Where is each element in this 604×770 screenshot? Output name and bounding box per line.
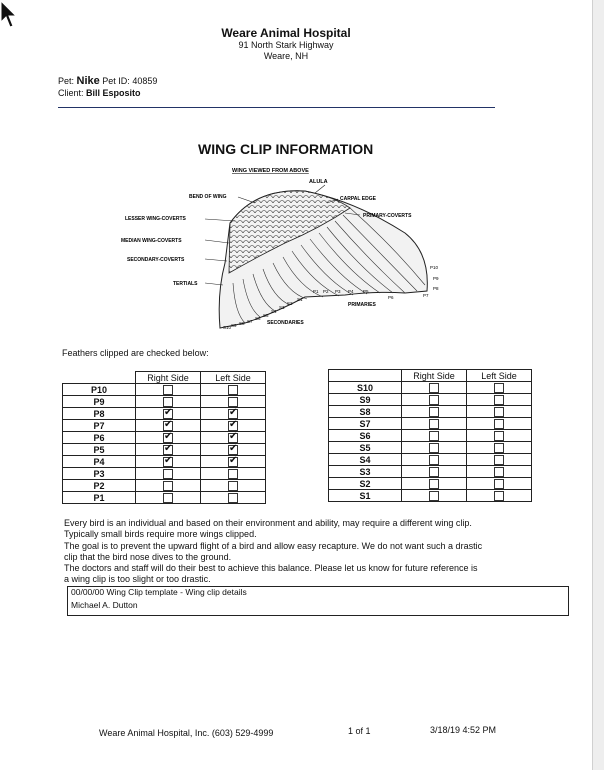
feather-label: S4: [329, 454, 402, 466]
table-header-left: Left Side: [467, 370, 532, 382]
table-row: [329, 430, 532, 442]
right-side-checkbox: [429, 431, 439, 441]
left-side-checkbox: [228, 445, 238, 455]
secondary-feathers-table: [328, 369, 532, 502]
table-row: [63, 468, 266, 480]
table-header-row: [63, 372, 266, 384]
pet-id: 40859: [132, 76, 158, 86]
feather-p3-label: P3: [335, 289, 341, 294]
right-side-checkbox: [429, 467, 439, 477]
right-side-checkbox: [163, 397, 173, 407]
feather-s7-label: S7: [247, 319, 253, 324]
left-side-checkbox: [228, 433, 238, 443]
viewer-edge: [592, 0, 604, 770]
hospital-address-line1: 91 North Stark Highway: [238, 40, 334, 50]
feather-s9-label: S9: [231, 323, 237, 328]
label-alula: ALULA: [309, 179, 328, 185]
right-side-checkbox: [163, 433, 173, 443]
feather-p2-label: P2: [323, 289, 329, 294]
feather-label: S5: [329, 442, 402, 454]
feather-label: P3: [63, 468, 136, 480]
table-row: [329, 394, 532, 406]
feather-label: S9: [329, 394, 402, 406]
right-side-cell: [136, 480, 201, 492]
footer-page-number: 1 of 1: [348, 726, 371, 736]
left-side-cell: [201, 408, 266, 420]
right-side-checkbox: [429, 443, 439, 453]
label-tertials: TERTIALS: [173, 281, 198, 287]
feather-s6-label: S6: [255, 316, 261, 321]
feather-label: S10: [329, 382, 402, 394]
notes-line-1: 00/00/00 Wing Clip template - Wing clip details: [71, 587, 247, 597]
left-side-checkbox: [228, 421, 238, 431]
feather-label: S8: [329, 406, 402, 418]
left-side-checkbox: [494, 407, 504, 417]
right-side-cell: [402, 442, 467, 454]
table-row: [329, 442, 532, 454]
hospital-name: Weare Animal Hospital: [221, 26, 351, 40]
table-row: [63, 408, 266, 420]
right-side-cell: [402, 466, 467, 478]
table-row: [329, 418, 532, 430]
left-side-cell: [201, 492, 266, 504]
right-side-cell: [136, 492, 201, 504]
left-side-cell: [467, 442, 532, 454]
pet-info: [58, 75, 157, 87]
left-side-cell: [467, 466, 532, 478]
label-bend-of-wing: BEND OF WING: [189, 194, 227, 200]
right-side-cell: [402, 418, 467, 430]
left-side-checkbox: [228, 493, 238, 503]
left-side-cell: [201, 432, 266, 444]
left-side-cell: [201, 468, 266, 480]
notes-line-2: Michael A. Dutton: [71, 600, 138, 610]
feather-label: P7: [63, 420, 136, 432]
feather-label: S1: [329, 490, 402, 502]
left-side-checkbox: [228, 409, 238, 419]
left-side-checkbox: [494, 479, 504, 489]
right-side-checkbox: [429, 419, 439, 429]
right-side-checkbox: [429, 395, 439, 405]
right-side-checkbox: [429, 383, 439, 393]
left-side-cell: [467, 418, 532, 430]
right-side-checkbox: [163, 385, 173, 395]
feather-label: P1: [63, 492, 136, 504]
right-side-cell: [402, 382, 467, 394]
pet-id-label: Pet ID:: [102, 76, 130, 86]
left-side-checkbox: [228, 397, 238, 407]
left-side-cell: [201, 384, 266, 396]
right-side-cell: [136, 432, 201, 444]
primary-feathers-table: [62, 371, 266, 504]
left-side-cell: [467, 490, 532, 502]
table-row: [63, 444, 266, 456]
left-side-cell: [201, 444, 266, 456]
table-row: [63, 432, 266, 444]
table-row: [63, 384, 266, 396]
pet-name: Nike: [76, 75, 100, 87]
label-secondary-coverts: SECONDARY-COVERTS: [127, 257, 185, 263]
paragraph-line: Typically small birds require more wings clipped.: [64, 529, 257, 539]
feather-s5-label: S5: [263, 313, 269, 318]
left-side-checkbox: [494, 419, 504, 429]
table-row: [329, 478, 532, 490]
right-side-cell: [402, 490, 467, 502]
feather-p7-label: P7: [423, 293, 429, 298]
feather-s2-label: S2: [287, 301, 293, 306]
table-header-right: Right Side: [402, 370, 467, 382]
footer-datetime: 3/18/19 4:52 PM: [430, 725, 497, 735]
table-header-blank: [329, 370, 402, 382]
feather-label: P2: [63, 480, 136, 492]
left-side-cell: [201, 396, 266, 408]
feather-p6-label: P6: [388, 295, 394, 300]
feather-p8-label: P8: [433, 286, 439, 291]
page-title: WING CLIP INFORMATION: [198, 141, 374, 157]
right-side-cell: [136, 408, 201, 420]
label-primaries: PRIMARIES: [348, 302, 376, 308]
right-side-cell: [402, 394, 467, 406]
right-side-cell: [136, 444, 201, 456]
checked-intro-text: Feathers clipped are checked below:: [62, 348, 209, 358]
right-side-cell: [136, 396, 201, 408]
left-side-checkbox: [228, 469, 238, 479]
feather-s1-label: S1: [297, 297, 303, 302]
label-secondaries: SECONDARIES: [267, 320, 304, 326]
feather-p10-label: P10: [430, 265, 439, 270]
left-side-cell: [201, 480, 266, 492]
feather-label: P5: [63, 444, 136, 456]
right-side-checkbox: [163, 481, 173, 491]
feather-label: P4: [63, 456, 136, 468]
table-row: [329, 382, 532, 394]
right-side-checkbox: [163, 445, 173, 455]
pet-label: Pet:: [58, 76, 75, 86]
right-side-cell: [402, 454, 467, 466]
wing-diagram: [105, 163, 460, 343]
client-name: Bill Esposito: [86, 88, 141, 98]
feather-label: P8: [63, 408, 136, 420]
feather-label: P9: [63, 396, 136, 408]
footer-company: Weare Animal Hospital, Inc. (603) 529-4999: [99, 728, 274, 738]
left-side-cell: [467, 454, 532, 466]
table-header-row: [329, 370, 532, 382]
table-row: [63, 456, 266, 468]
table-header-left: Left Side: [201, 372, 266, 384]
right-side-cell: [402, 430, 467, 442]
left-side-cell: [201, 456, 266, 468]
table-row: [329, 454, 532, 466]
left-side-checkbox: [494, 443, 504, 453]
label-median-coverts: MEDIAN WING-COVERTS: [121, 238, 182, 244]
paragraph-line: The goal is to prevent the upward flight of a bird and allow easy recapture. We do not want such a drastic: [64, 541, 483, 551]
right-side-checkbox: [163, 457, 173, 467]
right-side-checkbox: [429, 479, 439, 489]
right-side-cell: [136, 468, 201, 480]
table-row: [63, 492, 266, 504]
left-side-checkbox: [494, 467, 504, 477]
paragraph-line: clip that the bird nose dives to the ground.: [64, 552, 232, 562]
paragraph-line: The doctors and staff will do their best to achieve this balance. Please let us know for future reference is: [64, 563, 478, 573]
feather-p1-label: P1: [313, 289, 319, 294]
feather-label: S3: [329, 466, 402, 478]
feather-s3-label: S3: [279, 305, 285, 310]
feather-s4-label: S4: [271, 309, 277, 314]
left-side-checkbox: [228, 457, 238, 467]
table-row: [329, 466, 532, 478]
right-side-checkbox: [163, 493, 173, 503]
left-side-checkbox: [228, 481, 238, 491]
client-label: Client:: [58, 88, 84, 98]
feather-p9-label: P9: [433, 276, 439, 281]
left-side-checkbox: [494, 383, 504, 393]
feather-label: P6: [63, 432, 136, 444]
paragraph-line: a wing clip is too slight or too drastic.: [64, 574, 211, 584]
feather-label: S7: [329, 418, 402, 430]
diagram-caption: WING VIEWED FROM ABOVE: [232, 168, 309, 174]
feather-p5-label: P5: [363, 289, 369, 294]
notes-box: [67, 586, 569, 616]
feather-label: P10: [63, 384, 136, 396]
right-side-cell: [402, 478, 467, 490]
paragraph-line: Every bird is an individual and based on their environment and ability, may require a different wing clip.: [64, 518, 472, 528]
left-side-checkbox: [494, 431, 504, 441]
left-side-cell: [467, 406, 532, 418]
table-row: [63, 420, 266, 432]
right-side-cell: [136, 420, 201, 432]
table-row: [63, 480, 266, 492]
right-side-cell: [402, 406, 467, 418]
feather-s8-label: S8: [239, 321, 245, 326]
label-primary-coverts: PRIMARY-COVERTS: [363, 213, 412, 219]
table-row: [329, 406, 532, 418]
label-lesser-coverts: LESSER WING-COVERTS: [125, 216, 186, 222]
left-side-checkbox: [494, 455, 504, 465]
table-header-blank: [63, 372, 136, 384]
table-row: [329, 490, 532, 502]
right-side-checkbox: [429, 491, 439, 501]
table-row: [63, 396, 266, 408]
right-side-cell: [136, 384, 201, 396]
feather-s10-label: S10: [223, 325, 232, 330]
left-side-cell: [467, 430, 532, 442]
table-header-right: Right Side: [136, 372, 201, 384]
label-carpal-edge: CARPAL EDGE: [340, 196, 376, 202]
right-side-checkbox: [429, 455, 439, 465]
left-side-checkbox: [494, 395, 504, 405]
right-side-cell: [136, 456, 201, 468]
right-side-checkbox: [163, 421, 173, 431]
header-divider: [58, 107, 495, 108]
right-side-checkbox: [163, 409, 173, 419]
feather-p4-label: P4: [348, 289, 354, 294]
feather-label: S2: [329, 478, 402, 490]
right-side-checkbox: [429, 407, 439, 417]
left-side-cell: [467, 382, 532, 394]
right-side-checkbox: [163, 469, 173, 479]
left-side-cell: [201, 420, 266, 432]
left-side-cell: [467, 394, 532, 406]
client-info: [58, 88, 141, 98]
left-side-checkbox: [494, 491, 504, 501]
left-side-checkbox: [228, 385, 238, 395]
left-side-cell: [467, 478, 532, 490]
feather-label: S6: [329, 430, 402, 442]
hospital-address-line2: Weare, NH: [263, 51, 309, 61]
